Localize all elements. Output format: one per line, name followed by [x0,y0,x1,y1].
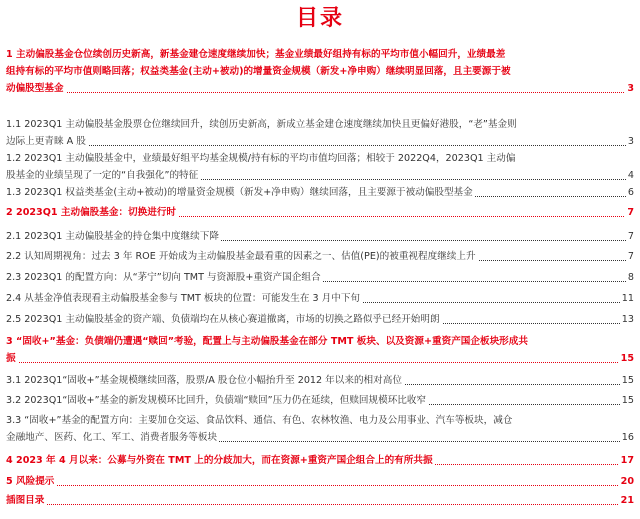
toc-dot-leader [6,362,634,363]
toc-entry[interactable] [6,333,634,367]
toc-page-number: 21 [619,492,634,509]
toc-entry[interactable] [6,269,634,286]
toc-entry-text: 2.3 2023Q1 的配置方向：从“茅宁”切向 TMT 与资源股+重资产国企组合 [6,272,321,283]
toc-entry[interactable] [6,116,634,150]
toc-entry-last-line [6,473,634,490]
toc-page-number: 13 [620,311,634,328]
toc-page-number: 3 [626,133,634,150]
toc-entry-text: 3 “固收+”基金：负债端仍遭遇“赎回”考验，配置上与主动偏股基金在部分 TMT 板块、以及资源+重资产国企板块形成共 [6,336,528,347]
toc-page-number: 3 [625,80,634,97]
toc-page-number: 7 [625,204,634,221]
toc-entry-last-line [6,269,634,286]
toc-entry-text: 插图目录 [6,495,45,506]
toc-entry-text: 3.1 2023Q1“固收+”基金规模继续回落，股票/A 股仓位小幅抬升至 2012 年以来的相对高位 [6,375,402,386]
toc-entry-last-line [6,133,634,150]
toc-entry-text: 2.1 2023Q1 主动偏股基金的持仓集中度继续下降 [6,231,219,242]
toc-entry[interactable] [6,290,634,307]
toc-entry-last-line [6,492,634,509]
toc-entry-last-line [6,350,634,367]
toc-entry[interactable] [6,228,634,245]
toc-entry-text: 边际上更青睐 A 股 [6,136,86,147]
toc-page-number: 15 [620,392,634,409]
toc-entry-last-line [6,167,634,184]
toc-entry[interactable] [6,311,634,328]
toc-entry[interactable] [6,412,634,446]
toc-entry-last-line [6,392,634,409]
toc-entry-last-line [6,184,634,201]
toc-entry-last-line [6,80,634,97]
toc-entry[interactable] [6,248,634,265]
page-title: 目录 [295,6,344,31]
toc-entry[interactable] [6,46,634,97]
toc-page-number: 16 [620,429,634,446]
toc-entry-last-line [6,311,634,328]
toc-page-number: 8 [626,269,634,286]
toc-entry[interactable] [6,184,634,201]
toc-entry[interactable] [6,150,634,184]
toc-entry-last-line [6,452,634,469]
toc-entry-text: 2.4 从基金净值表现看主动偏股基金参与 TMT 板块的位置：可能发生在 3 月中下旬 [6,293,361,304]
toc-dot-leader [6,145,634,146]
toc-entry-text: 5 风险提示 [6,476,55,487]
toc-entry[interactable] [6,204,634,221]
toc-page-number: 15 [620,372,634,389]
toc-entry-last-line [6,429,634,446]
toc-entry-text: 2 2023Q1 主动偏股基金：切换进行时 [6,207,177,218]
toc-entry-text: 1.3 2023Q1 权益类基金(主动+被动)的增量资金规模（新发+净申购）继续回落，且主要源于被动偏股型基金 [6,187,473,198]
toc-page-number: 15 [619,350,634,367]
toc-entry-text: 2.2 认知周期视角：过去 3 年 ROE 开始成为主动偏股基金最看重的因素之一、估值(PE)的被重视程度继续上升 [6,251,476,262]
toc-entry[interactable] [6,372,634,389]
toc-entry-text: 1 主动偏股基金仓位续创历史新高，新基金建仓速度继续加快；基金业绩最好组持有标的平均市值小幅回升，业绩最差 [6,49,506,60]
toc-entry-text: 股基金的业绩呈现了一定的“自我强化”的特征 [6,170,199,181]
toc-entry-last-line [6,290,634,307]
toc-entry[interactable] [6,452,634,469]
toc-entry-text: 动偏股型基金 [6,83,64,94]
toc-dot-leader [6,504,634,505]
toc-dot-leader [6,92,634,93]
toc-entry-last-line [6,372,634,389]
toc-entry-last-line [6,204,634,221]
toc-entry-text: 2.5 2023Q1 主动偏股基金的资产端、负债端均在从核心赛道撤离，市场的切换之路似乎已经开始明朗 [6,314,440,325]
toc-entry-text: 3.2 2023Q1“固收+”基金的新发规模环比回升，负债端“赎回”压力仍在延续，但赎回规模环比收窄 [6,395,427,406]
toc-page-number: 7 [626,248,634,265]
toc-entry-text: 1.2 2023Q1 主动偏股基金中，业绩最好组平均基金规模/持有标的平均市值均回落；相较于 2022Q4，2023Q1 主动偏 [6,153,516,164]
toc-page-number: 11 [620,290,634,307]
toc-page-number: 6 [626,184,634,201]
toc-page-number: 20 [619,473,634,490]
toc-entry-text: 1.1 2023Q1 主动偏股基金股票仓位继续回升，续创历史新高，新成立基金建仓速度继续加快且更偏好港股，“老”基金则 [6,119,517,130]
toc-entry-last-line [6,248,634,265]
toc-entry-text: 振 [6,353,16,364]
toc-entry-text: 组持有标的平均市值则略回落；权益类基金(主动+被动)的增量资金规模（新发+净申购）继续明显回落，且主要源于被 [6,66,511,77]
toc-entry[interactable] [6,492,634,509]
toc-entry-text: 金融地产、医药、化工、军工、消费者服务等板块 [6,432,218,443]
toc-entry-text: 4 2023 年 4 月以来：公募与外资在 TMT 上的分歧加大，而在资源+重资产国企组合上的有所共振 [6,455,433,466]
toc-page-number: 17 [619,452,634,469]
toc-page-number: 7 [626,228,634,245]
toc-entry-text: 3.3 “固收+”基金的配置方向：主要加仓交运、食品饮料、通信、有色、农林牧渔、电力及公用事业、汽车等板块，减仓 [6,415,513,426]
toc-dot-leader [6,485,634,486]
toc-page-number: 4 [626,167,634,184]
toc-entry[interactable] [6,473,634,490]
toc-entry[interactable] [6,392,634,409]
toc-entry-last-line [6,228,634,245]
